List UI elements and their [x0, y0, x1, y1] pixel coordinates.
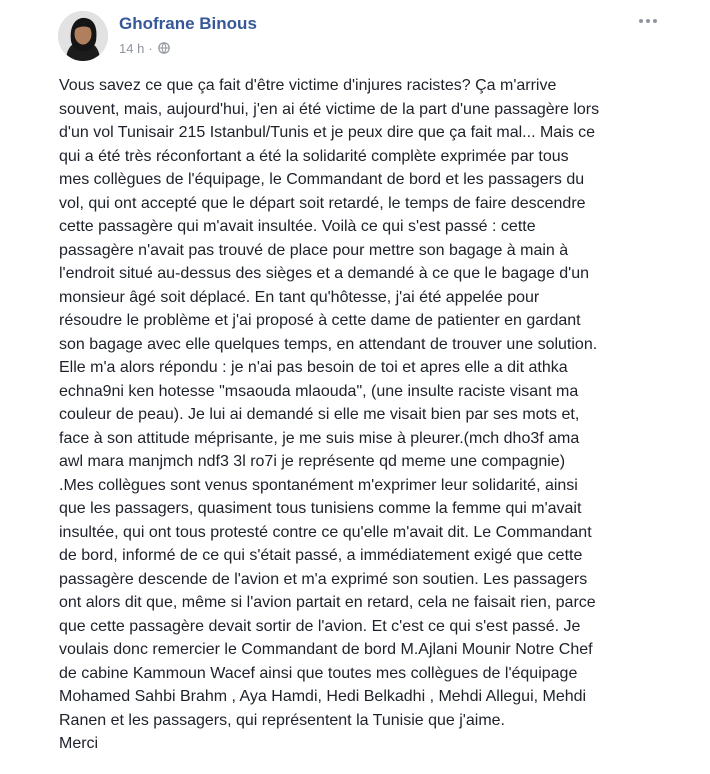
- post-text-line: l'endroit situé au-dessus des sièges et a demandé à ce que le bagage d'un: [59, 265, 590, 282]
- post-text-line: passagère n'avait pas trouvé de place pour mettre son bagage à main à: [59, 241, 569, 259]
- post-text-line: de bord, informé de ce qui s'était passé, a immédiatement exigé que cette: [59, 547, 583, 564]
- post-timestamp[interactable]: 14 h: [119, 40, 145, 56]
- meta-separator: ·: [148, 40, 153, 56]
- post-text-line: Elle m'a alors répondu : je n'ai pas besoin de toi et apres elle a dit athka: [59, 359, 568, 376]
- post-text-line: Ranen et les passagers, qui représentent la Tunisie que j'aime.: [59, 711, 505, 729]
- post-text-line: echna9ni ken hotesse "msaouda mlaouda", (une insulte raciste visant ma: [59, 382, 579, 400]
- post-text-line: son bagage avec elle quelques temps, en attendant de trouver une solution.: [59, 335, 598, 353]
- post-text-line: face à son attitude méprisante, je me suis mise à pleurer.(mch dho3f ama: [59, 429, 580, 447]
- globe-icon[interactable]: [158, 42, 170, 54]
- post-text-line: Merci: [59, 735, 99, 752]
- avatar-photo: [58, 11, 108, 61]
- post-text-line: Mohamed Sahbi Brahm , Aya Hamdi, Hedi Belkadhi , Mehdi Allegui, Mehdi: [59, 688, 587, 705]
- more-options-icon[interactable]: [634, 11, 662, 31]
- post-text-line: insultée, qui ont tous protesté contre ce qu'elle m'avait dit. Le Commandant: [59, 523, 592, 541]
- post-text-line: que cette passagère devait sortir de l'avion. Et c'est ce qui s'est passé. Je: [59, 617, 581, 635]
- post-text-line: voulais donc remercier le Commandant de bord M.Ajlani Mounir Notre Chef: [59, 641, 593, 658]
- post-text-line: que les passagers, quasiment tous tunisiens comme la femme qui m'avait: [59, 500, 582, 517]
- post-text-line: couleur de peau). Je lui ai demandé si elle me visait bien par ses mots et,: [59, 406, 580, 423]
- author-avatar[interactable]: [58, 11, 108, 61]
- post-text-line: souvent, mais, aujourd'hui, j'en ai été victime de la part d'une passagère lors: [59, 100, 600, 118]
- post-text-line: de cabine Kammoun Wacef ainsi que toutes mes collègues de l'équipage: [59, 664, 578, 682]
- post-text-line: résoudre le problème et j'ai proposé à cette dame de patienter en gardant: [59, 312, 581, 329]
- author-name[interactable]: Ghofrane Binous: [119, 14, 257, 33]
- post-text-line: vol, qui ont accepté que le départ soit retardé, le temps de faire descendre: [59, 194, 586, 212]
- post-text-line: awl mara manjmch ndf3 3l ro7i je représente qd meme une compagnie): [59, 453, 566, 470]
- post-meta: [119, 39, 170, 57]
- post-text: [59, 74, 679, 756]
- post-text-line: qui a été très réconfortant a été la solidarité complète exprimée par tous: [59, 147, 569, 165]
- post-text-line: passagère descende de l'avion et m'a exprimé son soutien. Les passagers: [59, 570, 588, 588]
- post-text-line: .Mes collègues sont venus spontanément m'exprimer leur solidarité, ainsi: [59, 476, 578, 494]
- post-text-line: mes collègues de l'équipage, le Commandant de bord et les passagers du: [59, 171, 585, 188]
- post-text-line: Vous savez ce que ça fait d'être victime d'injures racistes? Ça m'arrive: [59, 77, 557, 94]
- post-text-line: ont alors dit que, même si l'avion partait en retard, cela ne faisait rien, parce: [59, 594, 596, 611]
- post-text-line: cette passagère qui m'avait insultée. Voilà ce qui s'est passé : cette: [59, 218, 536, 235]
- post-text-line: monsieur âgé soit déplacé. En tant qu'hôtesse, j'ai été appelée pour: [59, 288, 540, 306]
- post-text-line: d'un vol Tunisair 215 Istanbul/Tunis et je peux dire que ça fait mal... Mais ce: [59, 124, 596, 141]
